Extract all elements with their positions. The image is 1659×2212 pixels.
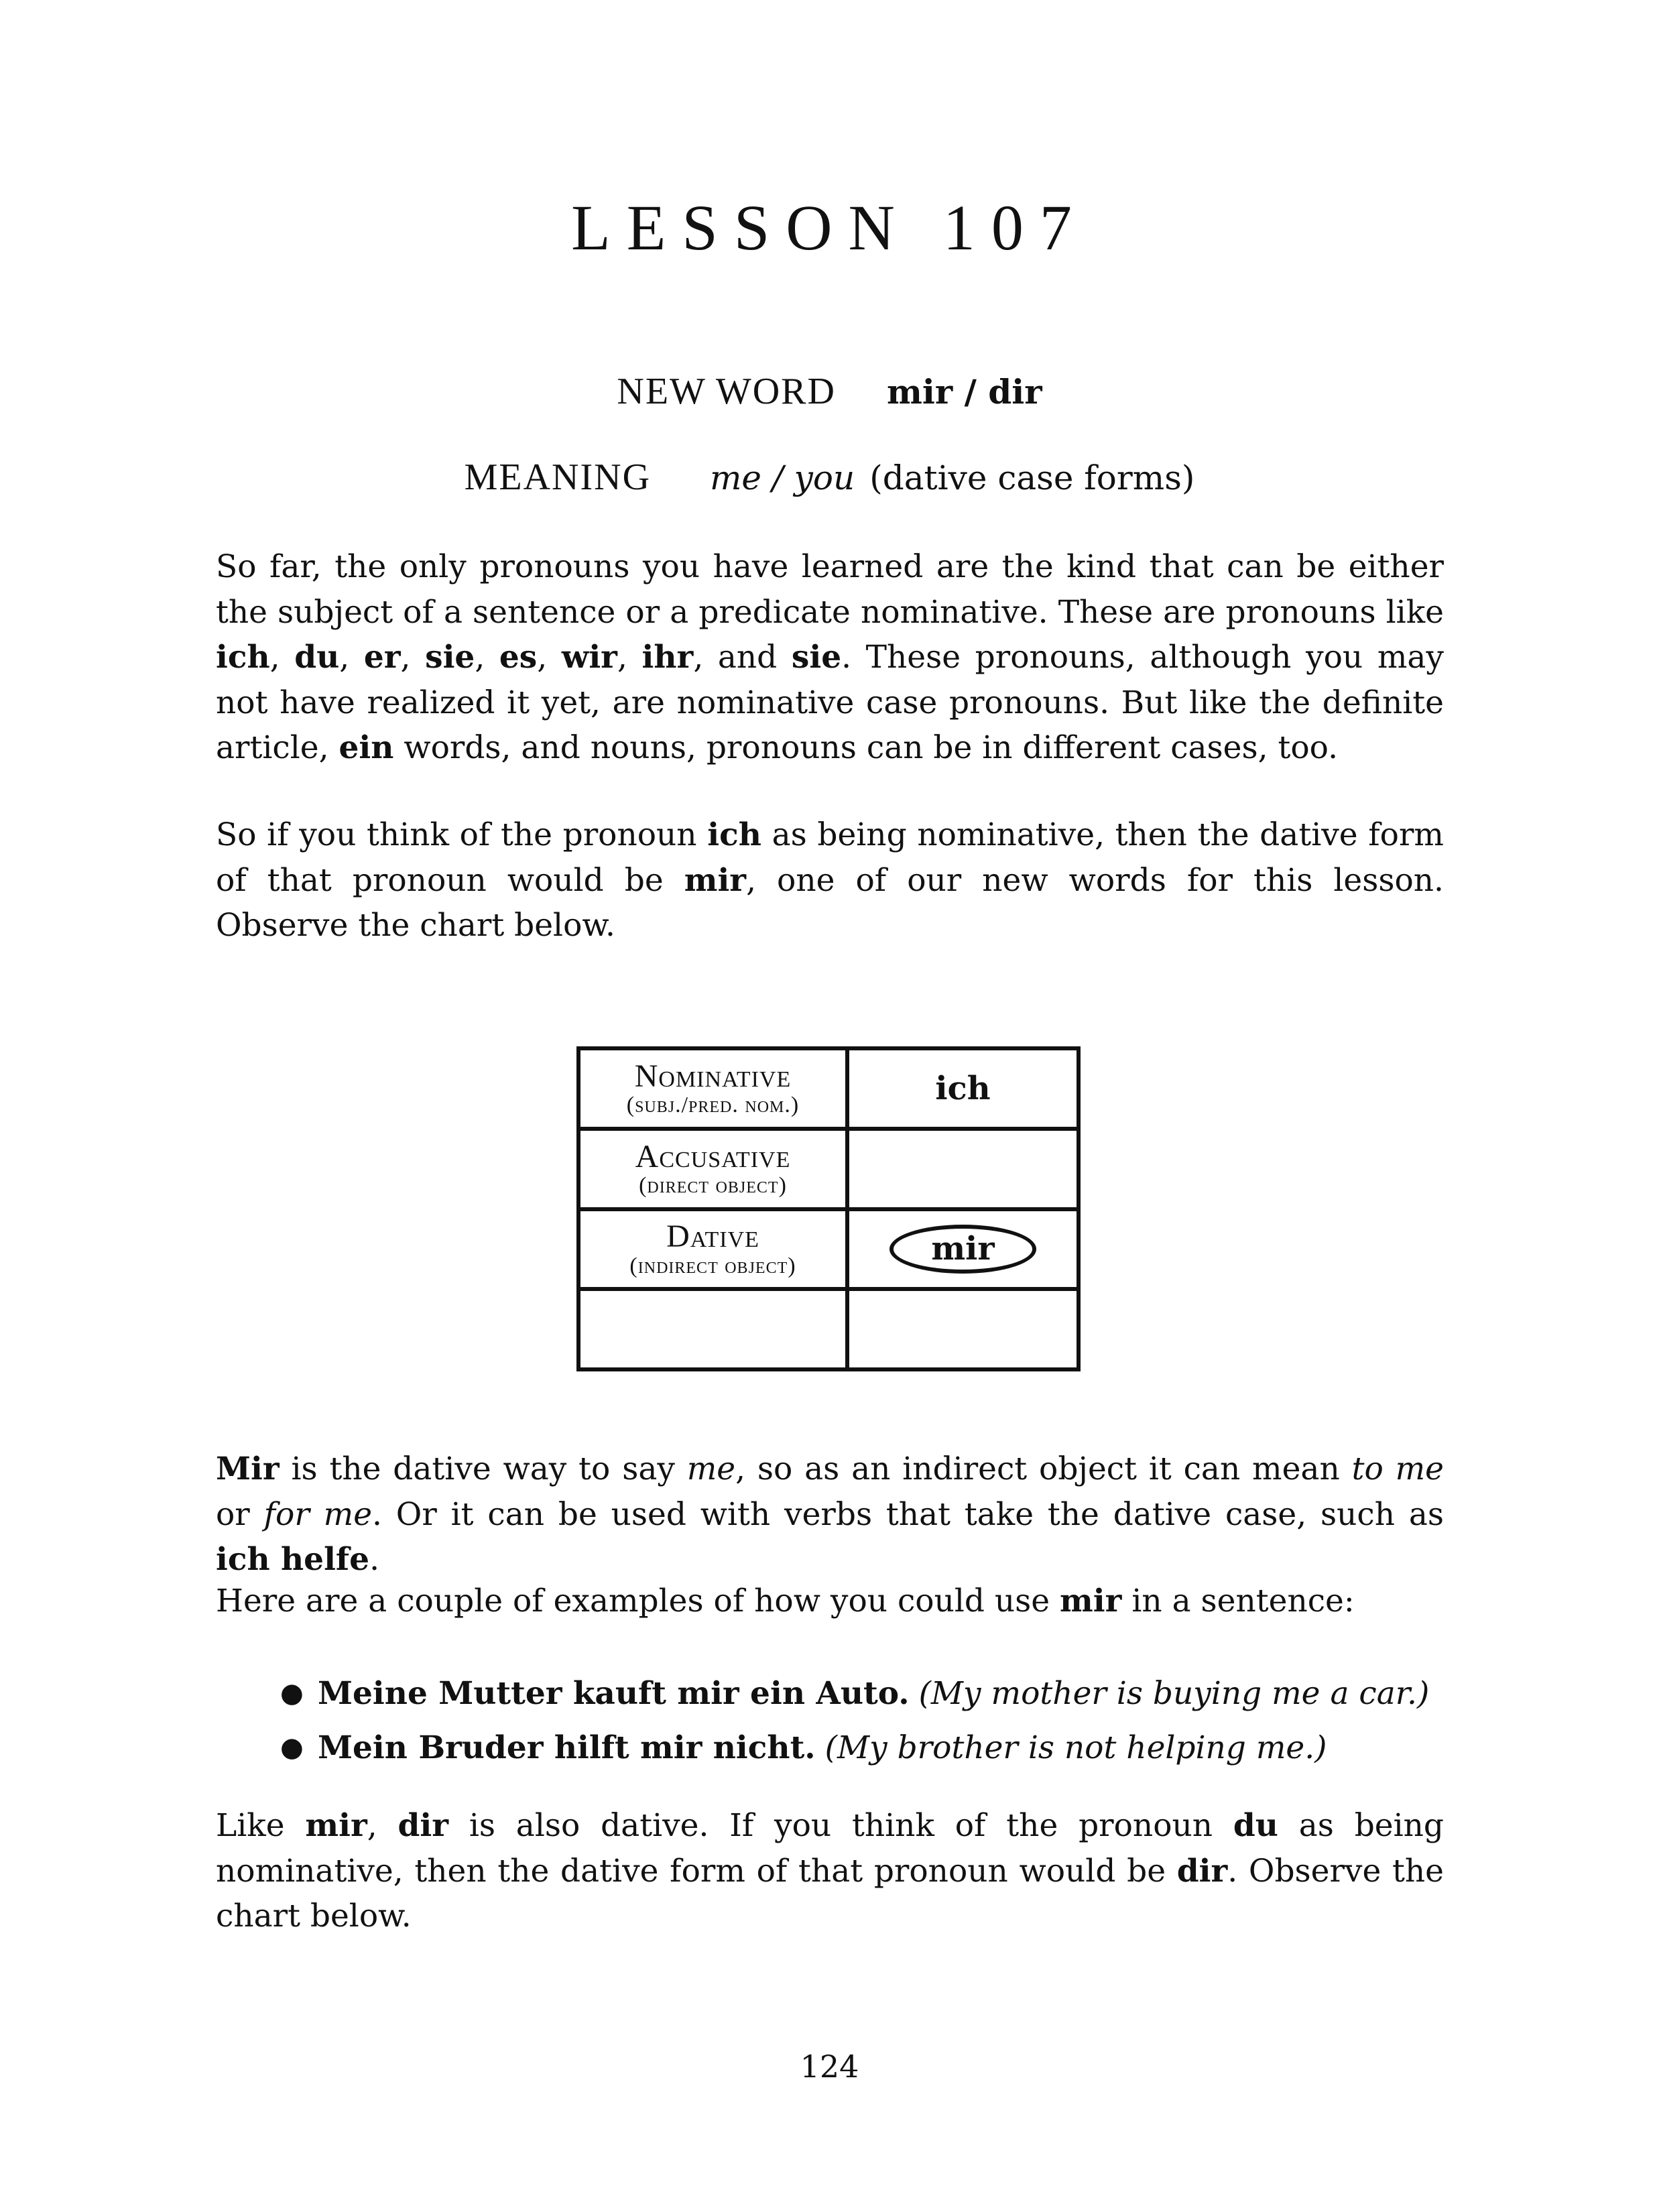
case-label-cell: [578, 1209, 847, 1290]
example-english: (My brother is not helping me.): [824, 1729, 1327, 1766]
meaning-note: (dative case forms): [869, 458, 1195, 497]
case-name: Nominative: [634, 1058, 792, 1094]
case-label-cell: [578, 1289, 847, 1369]
case-chart: [576, 1046, 1081, 1371]
case-value-cell: [847, 1048, 1079, 1129]
case-value-cell: [847, 1289, 1079, 1369]
case-value-cell: [847, 1209, 1079, 1290]
case-subtitle: (indirect object): [629, 1253, 796, 1278]
paragraph-dative-ich: So if you think of the pronoun ich as being nominative, then the dative form of that pronoun would be mir, one of our new words for this lesson. Observe the chart below.: [216, 816, 1444, 944]
case-label-cell: [578, 1129, 847, 1209]
list-item: [280, 1666, 1429, 1721]
bullet-icon: ●: [280, 1678, 304, 1709]
case-name: Accusative: [635, 1138, 791, 1174]
case-subtitle: (direct object): [639, 1172, 787, 1198]
case-row-nominative: [578, 1048, 1079, 1129]
lesson-title: LESSON 107: [571, 192, 1088, 264]
new-word: mir / dir: [886, 372, 1042, 412]
new-word-label: NEW WORD: [617, 371, 836, 412]
paragraph-intro: So far, the only pronouns you have learned are the kind that can be either the subject of a sentence or a predicate nominative. These are pronouns like ich, du, er, sie, es, wir, ihr, and sie. These pronouns, although you may not have realized it yet, are nominative case pronouns. But like the definite article, ein words, and nouns, pronouns can be in different cases, too.: [216, 548, 1444, 766]
case-value-cell: [847, 1129, 1079, 1209]
paragraph-examples-intro: Here are a couple of examples of how you could use mir in a sentence:: [216, 1583, 1355, 1619]
paragraph-dir: Like mir, dir is also dative. If you think of the pronoun du as being nominative, then the dative form of that pronoun would be dir. Observe the chart below.: [216, 1807, 1445, 1934]
case-row-accusative: [578, 1129, 1079, 1209]
new-word-line: [0, 373, 1659, 410]
example-german: Meine Mutter kauft mir ein Auto.: [318, 1675, 910, 1712]
meaning-line: [0, 458, 1659, 496]
example-german: Mein Bruder hilft mir nicht.: [318, 1729, 816, 1766]
paragraph-mir-meaning: Mir is the dative way to say me, so as an indirect object it can mean to me or for me. Or it can be used with verbs that take the dative case, such as ich helfe.: [216, 1451, 1444, 1578]
case-name: Dative: [666, 1219, 759, 1255]
page-number: 124: [800, 2048, 859, 2085]
example-list: [280, 1666, 1429, 1775]
meaning-label: MEANING: [464, 456, 652, 498]
list-item: [280, 1721, 1429, 1775]
circled-case-value: mir: [889, 1225, 1036, 1274]
case-label-cell: [578, 1048, 847, 1129]
case-row-dative: [578, 1209, 1079, 1290]
case-row-empty: [578, 1289, 1079, 1369]
meaning-text: me / you: [710, 458, 855, 497]
case-subtitle: (subj./pred. nom.): [626, 1093, 800, 1118]
example-english: (My mother is buying me a car.): [918, 1675, 1430, 1712]
case-value: ich: [935, 1069, 991, 1107]
bullet-icon: ●: [280, 1732, 304, 1763]
